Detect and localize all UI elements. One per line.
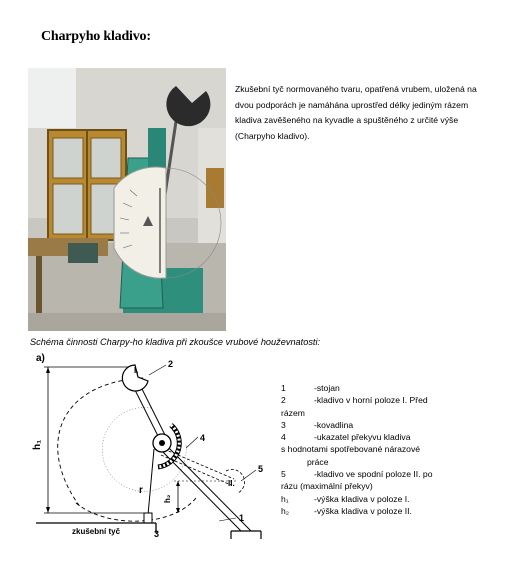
diagram-caption: Schéma činnosti Charpy-ho kladiva při zkoušce vrubové houževnatosti: [30,337,321,347]
legend-text: -výška kladiva v poloze I. [314,493,410,504]
legend-text: -kladivo ve spodní poloze II. po [314,469,433,480]
legend-text: -kovadlina [314,419,354,430]
legend-symbol: h₁ [281,493,289,504]
page-title: Charpyho kladivo: [41,29,151,44]
legend-item-1 [281,382,459,394]
legend-number: 2 [281,395,286,406]
legend-item-3 [281,419,459,431]
legend-continuation: rázem [281,407,305,418]
r-label: r [139,485,143,496]
legend-number: 1 [281,383,286,393]
charpy-tester-photo [28,68,226,331]
legend-symbol: h₂ [281,505,290,516]
legend-text: -ukazatel překyvu kladiva [314,432,411,443]
charpy-schematic-diagram [32,353,276,543]
legend-text: -výška kladiva v poloze II. [314,505,412,516]
label-3: 3 [154,529,160,539]
legend-text: -stojan [314,383,340,393]
label-2: 2 [168,359,174,369]
legend-item-h2 [281,505,459,517]
label-1: 1 [239,513,245,523]
legend-number: 4 [281,432,286,443]
description-text: Zkušební tyč normovaného tvaru, opatřená vrubem, uložená na dvou podporách je namáhána uprostřed délky jediným rázem kladiva zavěšeného na kyvadle a spuštěného z určité výše (Charpyho kladivo). [235,84,477,141]
position-II-label: II. [228,479,235,488]
diagram-legend [281,382,459,517]
legend-continuation: práce [307,456,329,467]
legend-continuation: s hodnotami spotřebované nárazové [281,444,421,455]
panel-label: a) [36,353,45,364]
h1-label: h₁ [32,439,43,450]
h2-label: h₂ [163,494,172,503]
legend-number: 3 [281,419,286,430]
specimen-label: zkušební tyč [72,527,121,536]
legend-item-2 [281,394,459,406]
legend-number: 5 [281,469,286,480]
label-5: 5 [258,464,264,474]
legend-text: -kladivo v horní poloze I. Před [314,395,428,406]
legend-continuation: rázu (maximální překyv) [281,481,373,492]
legend-item-5 [281,468,459,480]
position-I-label: I. [134,366,139,375]
label-4: 4 [200,433,206,443]
legend-item-4 [281,431,459,443]
legend-item-h1 [281,493,459,505]
